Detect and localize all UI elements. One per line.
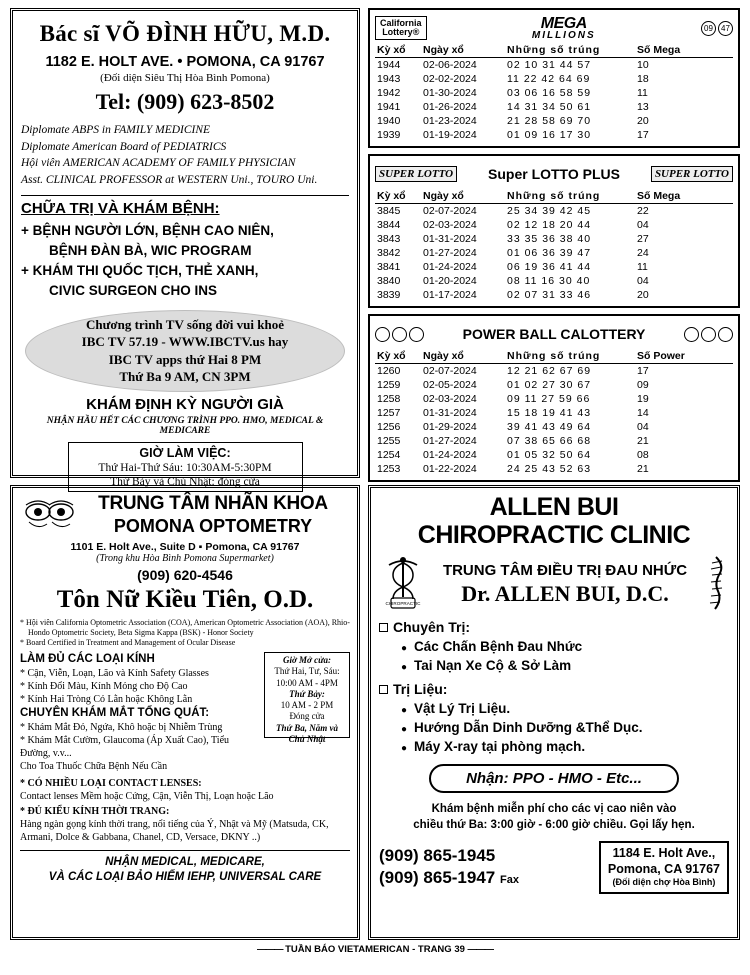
cell-extra: 18 [637, 73, 649, 85]
footnote-title: * ĐỦ KIỂU KÍNH THỜI TRANG: [20, 805, 170, 817]
cell-numbers: 11 22 42 64 69 [507, 73, 591, 85]
table-row [375, 420, 733, 434]
cell-numbers: 09 11 27 59 66 [507, 393, 591, 405]
tv-line-3: IBC TV apps thứ Hai 8 PM [108, 351, 262, 367]
hours-line: Thứ Bảy: [289, 688, 325, 699]
footer-dash-left: ——— [256, 944, 283, 955]
footnote-text: Contact lenses Mềm hoặc Cứng, Cận, Viễn Thị, Loạn hoặc Lão [20, 790, 274, 802]
superlotto-logo-right: SUPER LOTTO [651, 166, 733, 182]
chiropractic-doctor: Dr. ALLEN BUI, D.C. [461, 580, 669, 606]
cell-draw: 3842 [377, 247, 401, 259]
doctor-ad-column [10, 8, 360, 488]
cell-numbers: 03 06 16 58 59 [507, 87, 592, 99]
powerball-box [368, 314, 740, 482]
cell-draw: 1257 [377, 407, 401, 419]
lottery-ball [375, 327, 390, 342]
cell-extra: 22 [637, 205, 649, 217]
fax-label: Fax [500, 874, 519, 887]
ca-lottery-line2: Lottery® [382, 27, 420, 37]
footnote-title: * CÓ NHIỀU LOẠI CONTACT LENSES: [20, 777, 202, 789]
cell-draw: 1253 [377, 463, 401, 475]
table-row [375, 72, 733, 86]
divider [21, 195, 349, 196]
cell-numbers: 15 18 19 41 43 [507, 407, 592, 419]
cell-draw: 1941 [377, 101, 401, 113]
optometry-address: 1101 E. Holt Ave., Suite D ▪ Pomona, CA 91767 [70, 541, 300, 553]
optometry-services [20, 652, 258, 773]
superlotto-table [375, 189, 733, 302]
cell-draw: 1259 [377, 379, 401, 391]
hours-line: 10:00 AM - 4PM [276, 677, 338, 688]
hours-title: GIỜ LÀM VIỆC: [139, 445, 231, 460]
cell-numbers: 01 02 27 30 67 [507, 379, 592, 391]
credential-item: * Hội viên California Optometric Association (COA), American Optometric Association (AOA), Rhio-Hondo Optometric Society, Beta Sigma Kappa (BSK) - Honor Society [20, 618, 350, 637]
col-extra: Số Mega [635, 189, 733, 204]
address-line-3: (Đối diện chợ Hòa Bình) [612, 877, 716, 888]
cell-date: 01-17-2024 [423, 289, 477, 301]
note-line-1: Khám bệnh miễn phí cho các vị cao niên vào [431, 803, 677, 815]
powerball-graphics-left [375, 327, 424, 342]
cell-extra: 24 [637, 247, 649, 259]
hours-line: Đóng cửa [289, 711, 325, 722]
table-row [375, 58, 733, 73]
eyes-icon [23, 496, 75, 538]
credential-item: Asst. CLINICAL PROFESSOR at WESTERN Uni., TOURO Uni. [21, 174, 318, 187]
cell-numbers: 21 28 58 69 70 [507, 115, 592, 127]
cell-date: 01-23-2024 [423, 115, 477, 127]
table-row [375, 246, 733, 260]
elderly-heading: KHÁM ĐỊNH KỲ NGƯỜI GIÀ [86, 395, 284, 413]
insurance-line-1: NHẬN MEDICAL, MEDICARE, [105, 855, 265, 868]
lottery-column [368, 8, 740, 478]
mega-ball-graphics [701, 21, 733, 36]
chiropractic-title-2: CHIROPRACTIC CLINIC [417, 520, 691, 549]
hours-line: Thứ Hai-Thứ Sáu: 10:30AM-5:30PM [98, 461, 272, 474]
cell-date: 01-29-2024 [423, 421, 477, 433]
cell-date: 02-03-2024 [423, 219, 477, 231]
mega-subtitle: MILLIONS [531, 29, 596, 41]
cell-draw: 1942 [377, 87, 401, 99]
col-date: Ngày xổ [421, 349, 505, 364]
table-header-row [375, 43, 733, 58]
caduceus-icon [379, 557, 427, 609]
cell-extra: 19 [637, 393, 649, 405]
cell-date: 01-24-2024 [423, 261, 477, 273]
cell-extra: 09 [637, 379, 649, 391]
cell-numbers: 33 35 36 38 40 [507, 233, 592, 245]
cell-numbers: 14 31 34 50 61 [507, 101, 592, 113]
superlotto-logo-left: SUPER LOTTO [375, 166, 457, 182]
col-numbers: Những số trúng [505, 189, 635, 204]
service-item: * Khám Mắt Đỏ, Ngứa, Khô hoặc bị Nhiễm Trùng [20, 721, 223, 733]
table-row [375, 232, 733, 246]
cell-draw: 1940 [377, 115, 401, 127]
col-numbers: Những số trúng [505, 43, 635, 58]
mega-millions-box [368, 8, 740, 148]
table-row [375, 100, 733, 114]
col-extra: Số Power [635, 349, 733, 364]
col-date: Ngày xổ [421, 189, 505, 204]
cell-draw: 1258 [377, 393, 401, 405]
cell-draw: 1943 [377, 73, 401, 85]
table-row [375, 260, 733, 274]
service-item: + BỆNH NGƯỜI LỚN, BỆNH CAO NIÊN, [21, 222, 274, 238]
therapy-item: ● Hướng Dẫn Dinh Dưỡng &Thể Dục. [401, 720, 729, 735]
tv-line-2: IBC TV 57.19 - WWW.IBCTV.us hay [81, 334, 289, 350]
superlotto-title: Super LOTTO PLUS [488, 166, 620, 182]
cell-date: 02-07-2024 [423, 205, 477, 217]
california-lottery-logo [375, 16, 427, 41]
section-1-label: Chuyên Trị: [393, 619, 471, 635]
tv-line-1: Chương trình TV sống đời vui khoẻ [85, 316, 284, 332]
cell-numbers: 02 12 18 20 44 [507, 219, 592, 231]
cell-date: 01-27-2024 [423, 435, 477, 447]
superlotto-header [375, 159, 733, 189]
powerball-graphics-right [684, 327, 733, 342]
cell-draw: 3844 [377, 219, 401, 231]
table-row [375, 448, 733, 462]
hours-line: Thứ Hai, Tư, Sáu: [274, 666, 340, 677]
cell-date: 01-26-2024 [423, 101, 477, 113]
cell-draw: 1260 [377, 365, 401, 377]
spine-icon [703, 555, 729, 611]
cell-extra: 10 [637, 59, 649, 71]
lottery-ball [409, 327, 424, 342]
cell-draw: 3839 [377, 289, 401, 301]
bullet-square-icon [379, 623, 388, 632]
cell-extra: 21 [637, 463, 649, 475]
table-row [375, 288, 733, 302]
treat-item: ● Các Chấn Bệnh Đau Nhức [401, 639, 729, 654]
credential-item: Diplomate ABPS in FAMILY MEDICINE [21, 124, 211, 136]
optometry-ad [10, 485, 360, 940]
cell-extra: 11 [637, 87, 648, 99]
hours-line: 10 AM - 2 PM [280, 700, 334, 710]
svg-text:CHIROPRACTIC: CHIROPRACTIC [385, 601, 421, 606]
lottery-ball: 47 [718, 21, 733, 36]
cell-date: 01-20-2024 [423, 275, 477, 287]
bullet-square-icon [379, 685, 388, 694]
top-section [10, 8, 740, 488]
chiropractic-phones [379, 845, 519, 891]
cell-extra: 20 [637, 289, 649, 301]
cell-extra: 11 [637, 261, 648, 273]
insurance-pill: Nhận: PPO - HMO - Etc... [429, 764, 679, 793]
optometry-insurance [20, 850, 350, 886]
optometry-title: TRUNG TÂM NHÃN KHOA [98, 493, 328, 514]
cell-draw: 1254 [377, 449, 401, 461]
section-2-label: Trị Liệu: [393, 681, 448, 697]
address-line-1: 1184 E. Holt Ave., [612, 846, 716, 861]
cell-numbers: 06 19 36 41 44 [507, 261, 592, 273]
cell-draw: 1944 [377, 59, 401, 71]
cell-extra: 08 [637, 449, 649, 461]
credential-item: Diplomate American Board of PEDIATRICS [21, 140, 227, 153]
table-row [375, 392, 733, 406]
optometry-phone[interactable]: (909) 620-4546 [137, 567, 233, 583]
cell-numbers: 07 38 65 66 68 [507, 435, 592, 447]
lottery-ball: 09 [701, 21, 716, 36]
service-item: * Khám Mắt Cườm, Glaucoma (Áp Xuất Cao), Tiểu Đường, v.v... [20, 734, 230, 759]
optometry-title2: POMONA OPTOMETRY [113, 516, 313, 536]
hours-line: Thứ Bảy và Chủ Nhật: đóng cửa [110, 475, 260, 488]
cell-draw: 1256 [377, 421, 401, 433]
col-draw: Kỳ xổ [375, 189, 421, 204]
mega-millions-table [375, 43, 733, 142]
cell-date: 01-19-2024 [423, 129, 477, 141]
service-item: * Kính Đổi Màu, Kính Mỏng cho Độ Cao [20, 680, 188, 692]
cell-extra: 17 [637, 129, 649, 141]
tv-program-callout [25, 310, 345, 392]
lottery-ball [718, 327, 733, 342]
cell-numbers: 02 10 31 44 57 [507, 59, 592, 71]
cell-date: 01-22-2024 [423, 463, 477, 475]
ca-lottery-line1: California [380, 17, 422, 28]
table-row [375, 128, 733, 142]
cell-draw: 3840 [377, 275, 401, 287]
table-row [375, 462, 733, 476]
fax-number: (909) 865-1947 [379, 868, 496, 888]
credential-item: * Board Certified in Treatment and Management of Ocular Disease [20, 638, 236, 647]
credential-item: Hội viên AMERICAN ACADEMY OF FAMILY PHYSICIAN [21, 157, 296, 170]
cell-draw: 3845 [377, 205, 401, 217]
cell-date: 01-27-2024 [423, 247, 477, 259]
phone-fax[interactable] [379, 867, 519, 890]
powerball-header [375, 319, 733, 349]
chiropractic-section-2-title [379, 681, 729, 697]
chiropractic-address-box [599, 841, 729, 894]
services-heading-1: LÀM ĐỦ CÁC LOẠI KÍNH [20, 653, 155, 665]
hours-line: Thứ Ba, Năm và Chủ Nhật [276, 722, 338, 744]
footnote-text: Hàng ngàn gọng kính thời trang, nổi tiếng của Ý, Nhật và Mỹ (Matsuda, CK, Armani, Dolce & Gabbana, Chanel, CD, Versace, DKNY ..) [20, 818, 329, 843]
table-row [375, 378, 733, 392]
cell-draw: 1255 [377, 435, 401, 447]
table-row [375, 86, 733, 100]
lottery-ball [701, 327, 716, 342]
cell-numbers: 25 34 39 42 45 [507, 205, 592, 217]
cell-numbers: 08 11 16 30 40 [507, 275, 591, 287]
senior-offer-note [379, 801, 729, 833]
phone-primary[interactable]: (909) 865-1945 [379, 845, 496, 865]
table-row [375, 204, 733, 219]
lottery-ball [684, 327, 699, 342]
table-header-row [375, 349, 733, 364]
service-item: * Kính Hai Tròng Có Lằn hoặc Không Lằn [20, 693, 193, 705]
cell-draw: 3841 [377, 261, 401, 273]
therapy-item: ● Máy X-ray tại phòng mạch. [401, 739, 729, 754]
services-heading: CHỮA TRỊ VÀ KHÁM BỆNH: [21, 199, 220, 217]
cell-date: 01-31-2024 [423, 407, 477, 419]
chiropractic-contact [379, 841, 729, 894]
col-numbers: Những số trúng [505, 349, 635, 364]
cell-date: 02-03-2024 [423, 393, 477, 405]
optometry-note: (Trong khu Hòa Bình Pomona Supermarket) [96, 553, 274, 564]
cell-date: 02-05-2024 [423, 379, 477, 391]
col-extra: Số Mega [635, 43, 733, 58]
therapy-item: ● Vật Lý Trị Liệu. [401, 701, 729, 716]
cell-date: 01-30-2024 [423, 87, 477, 99]
cell-numbers: 12 21 62 67 69 [507, 365, 592, 377]
cell-numbers: 39 41 43 49 64 [507, 421, 592, 433]
cell-date: 01-31-2024 [423, 233, 477, 245]
tv-line-4: Thứ Ba 9 AM, CN 3PM [119, 369, 251, 385]
cell-extra: 17 [637, 365, 649, 377]
mega-title: MEGA [540, 14, 587, 32]
doctor-phone[interactable]: Tel: (909) 623-8502 [95, 89, 275, 114]
cell-date: 02-06-2024 [423, 59, 477, 71]
service-item: + KHÁM THI QUỐC TỊCH, THẺ XANH, [21, 263, 259, 279]
cell-extra: 14 [637, 407, 649, 419]
service-item: CIVIC SURGEON CHO INS [49, 283, 218, 299]
optometry-hours-box [264, 652, 350, 744]
cell-draw: 3843 [377, 233, 401, 245]
service-item: Cho Toa Thuốc Chữa Bệnh Nếu Cần [20, 760, 168, 772]
cell-extra: 04 [637, 219, 649, 231]
insurance-note: NHẬN HẦU HẾT CÁC CHƯƠNG TRÌNH PPO. HMO, MEDICAL & MEDICARE [46, 415, 324, 436]
mega-millions-logo [532, 16, 596, 41]
hours-title: Giờ Mở cửa: [282, 655, 332, 665]
table-row [375, 274, 733, 288]
table-row [375, 114, 733, 128]
doctor-cross-street: (Đối diện Siêu Thị Hòa Bình Pomona) [100, 72, 270, 84]
optometry-doctor: Tôn Nữ Kiều Tiên, O.D. [56, 586, 314, 613]
cell-extra: 13 [637, 101, 649, 113]
cell-numbers: 01 05 32 50 64 [507, 449, 592, 461]
cell-numbers: 01 09 16 17 30 [507, 129, 592, 141]
chiropractic-ad [368, 485, 740, 940]
doctor-credentials [21, 122, 349, 189]
footer-text: TUẦN BÁO VIETAMERICAN - TRANG 39 [285, 944, 465, 955]
insurance-line-2: VÀ CÁC LOẠI BẢO HIỂM IEHP, UNIVERSAL CARE [48, 871, 322, 884]
powerball-table [375, 349, 733, 476]
powerball-title: POWER BALL CALOTTERY [462, 326, 646, 342]
service-item: * Cận, Viễn, Loạn, Lão và Kính Safety Glasses [20, 667, 209, 679]
doctor-name: Bác sĩ VÕ ĐÌNH HỮU, M.D. [39, 21, 331, 46]
footer-dash-right: ——— [467, 944, 494, 955]
cell-extra: 04 [637, 275, 649, 287]
page-footer [10, 944, 740, 955]
table-row [375, 406, 733, 420]
cell-numbers: 01 06 36 39 47 [507, 247, 592, 259]
cell-date: 02-07-2024 [423, 365, 477, 377]
cell-extra: 21 [637, 435, 649, 447]
address-line-2: Pomona, CA 91767 [607, 861, 720, 876]
cell-draw: 1939 [377, 129, 401, 141]
services-list [21, 221, 349, 302]
table-header-row [375, 189, 733, 204]
cell-date: 02-02-2024 [423, 73, 477, 85]
table-row [375, 364, 733, 379]
cell-numbers: 24 25 43 52 63 [507, 463, 592, 475]
optometry-footnotes [20, 777, 350, 844]
chiropractic-subtitle: TRUNG TÂM ĐIỀU TRỊ ĐAU NHỨC [442, 561, 688, 579]
services-heading-2: CHUYÊN KHÁM MẮT TỔNG QUÁT: [20, 706, 210, 719]
col-draw: Kỳ xổ [375, 349, 421, 364]
bottom-section [10, 485, 740, 940]
treat-item: ● Tai Nạn Xe Cộ & Sở Làm [401, 658, 729, 673]
table-row [375, 434, 733, 448]
service-item: BỆNH ĐÀN BÀ, WIC PROGRAM [49, 242, 252, 258]
cell-extra: 20 [637, 115, 649, 127]
doctor-address: 1182 E. HOLT AVE. • POMONA, CA 91767 [45, 54, 325, 70]
cell-extra: 04 [637, 421, 649, 433]
col-date: Ngày xổ [421, 43, 505, 58]
cell-date: 01-24-2024 [423, 449, 477, 461]
col-draw: Kỳ xổ [375, 43, 421, 58]
chiropractic-title-1: ALLEN BUI [489, 493, 619, 521]
table-row [375, 218, 733, 232]
doctor-ad [10, 8, 360, 488]
note-line-2: chiều thứ Ba: 3:00 giờ - 6:00 giờ chiều. Gọi lấy hẹn. [413, 819, 695, 832]
superlotto-box [368, 154, 740, 308]
chiropractic-section-1-title [379, 619, 729, 635]
optometry-credentials [20, 618, 350, 648]
cell-numbers: 02 07 31 33 46 [507, 289, 592, 301]
optometry-body [20, 652, 350, 773]
mega-header [375, 13, 733, 43]
cell-extra: 27 [637, 233, 649, 245]
lottery-ball [392, 327, 407, 342]
